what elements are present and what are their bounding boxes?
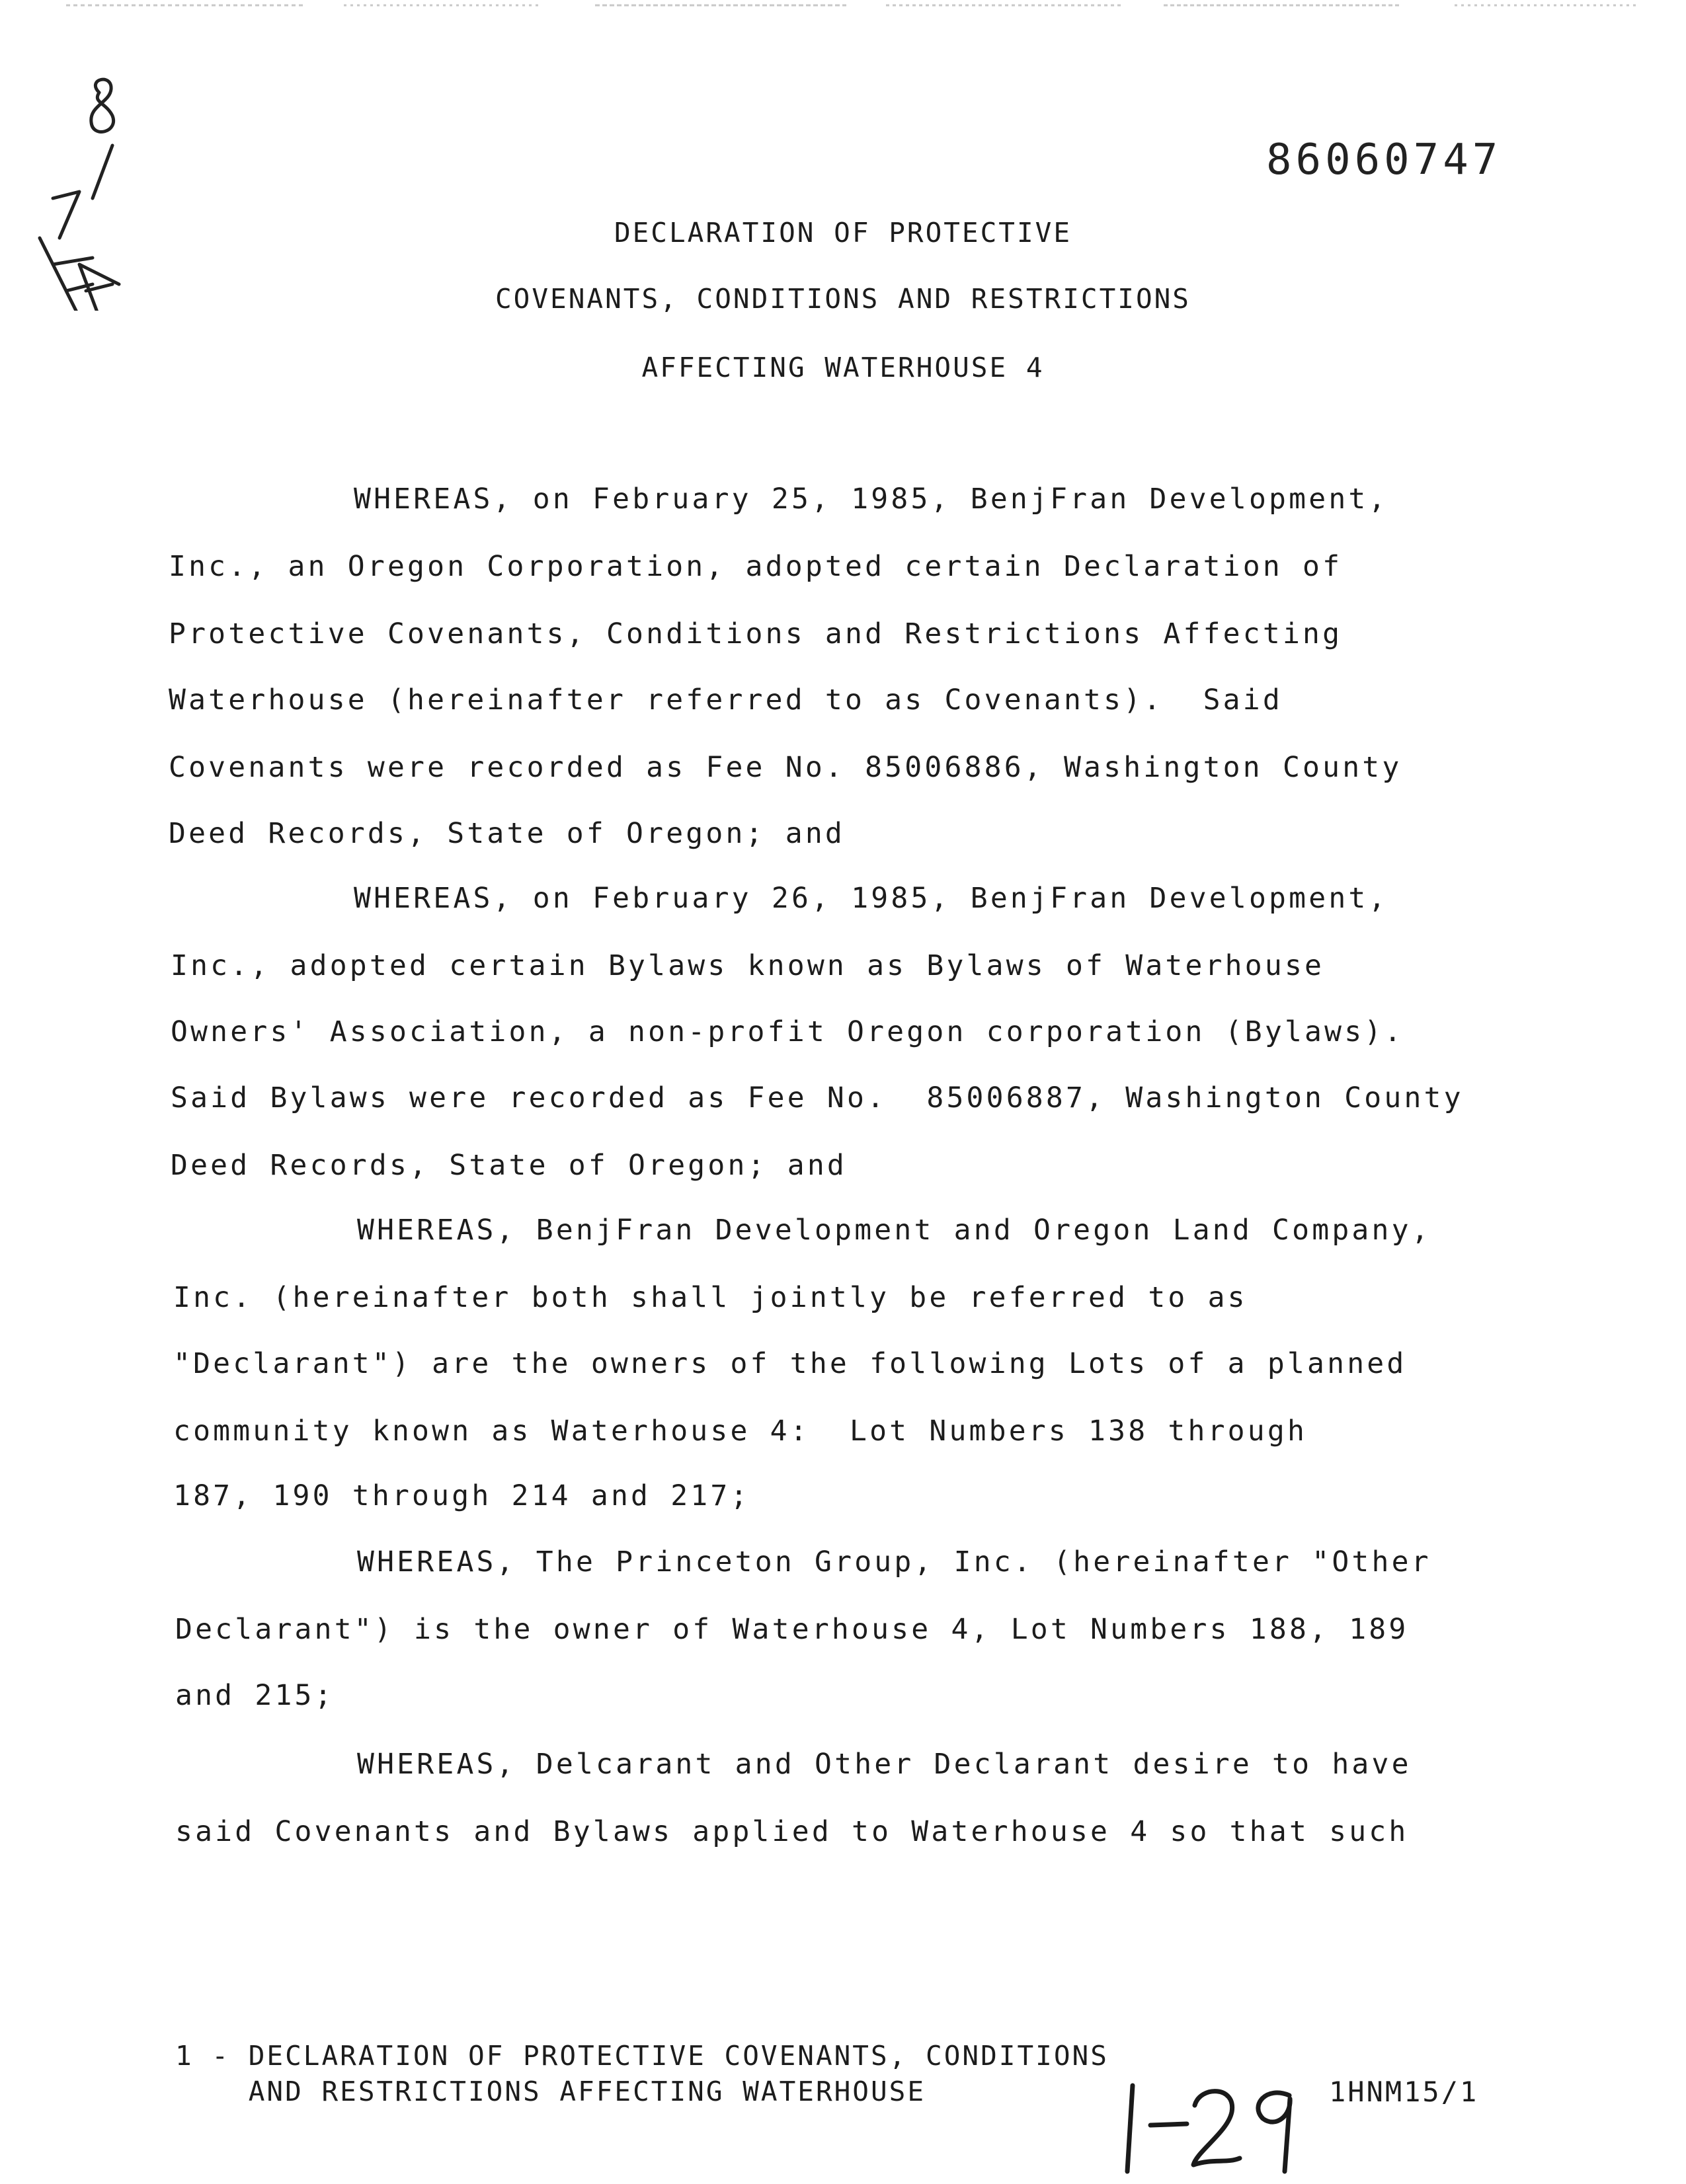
body-line: Protective Covenants, Conditions and Restrictions Affecting: [169, 617, 1343, 650]
body-line: WHEREAS, Delcarant and Other Declarant desire to have: [357, 1748, 1412, 1781]
body-line: Inc., an Oregon Corporation, adopted certain Declaration of: [169, 550, 1343, 583]
footer-line-1: 1 - DECLARATION OF PROTECTIVE COVENANTS, CONDITIONS: [175, 2040, 1109, 2072]
body-line: Declarant") is the owner of Waterhouse 4, Lot Numbers 188, 189: [175, 1613, 1409, 1646]
footer-code: 1HNM15/1: [1329, 2076, 1479, 2108]
body-line: "Declarant") are the owners of the following Lots of a planned: [173, 1347, 1407, 1380]
title-line-1: DECLARATION OF PROTECTIVE: [614, 217, 1072, 249]
body-line: Deed Records, State of Oregon; and: [171, 1149, 847, 1182]
body-line: Deed Records, State of Oregon; and: [169, 817, 845, 850]
title-line-3: AFFECTING WATERHOUSE 4: [641, 352, 1045, 383]
scan-artifacts: [26, 0, 1660, 20]
body-line: and 215;: [175, 1679, 335, 1712]
body-line: said Covenants and Bylaws applied to Waterhouse 4 so that such: [175, 1815, 1409, 1848]
handwritten-annotation: [13, 66, 165, 311]
body-line: WHEREAS, on February 26, 1985, BenjFran Development,: [354, 882, 1388, 915]
body-line: Inc., adopted certain Bylaws known as Bylaws of Waterhouse: [171, 949, 1325, 982]
body-line: community known as Waterhouse 4: Lot Numbers 138 through: [173, 1415, 1308, 1448]
body-line: 187, 190 through 214 and 217;: [173, 1479, 750, 1512]
body-line: WHEREAS, on February 25, 1985, BenjFran Development,: [354, 483, 1388, 516]
footer-line-2: AND RESTRICTIONS AFFECTING WATERHOUSE: [175, 2076, 926, 2107]
body-line: Inc. (hereinafter both shall jointly be referred to as: [173, 1281, 1248, 1314]
body-line: Said Bylaws were recorded as Fee No. 85006887, Washington County: [171, 1081, 1464, 1114]
document-number: 86060747: [1266, 136, 1502, 184]
body-line: WHEREAS, BenjFran Development and Oregon Land Company,: [357, 1214, 1431, 1247]
body-line: Waterhouse (hereinafter referred to as Covenants). Said: [169, 683, 1283, 717]
body-line: WHEREAS, The Princeton Group, Inc. (hereinafter "Other: [357, 1545, 1431, 1579]
body-line: Covenants were recorded as Fee No. 85006886, Washington County: [169, 751, 1402, 784]
body-line: Owners' Association, a non-profit Oregon corporation (Bylaws).: [171, 1015, 1404, 1048]
handwritten-page-number: [1114, 2066, 1312, 2178]
title-line-2: COVENANTS, CONDITIONS AND RESTRICTIONS: [495, 283, 1191, 315]
